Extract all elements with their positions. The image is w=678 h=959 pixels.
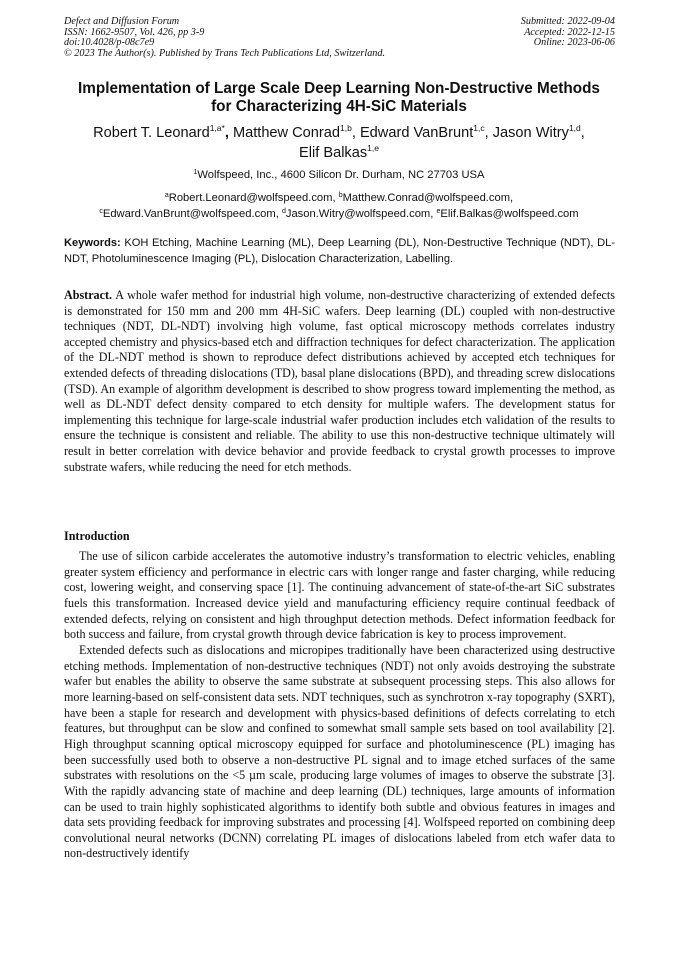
author-sup: 1,d <box>568 123 581 133</box>
title-line-1: Implementation of Large Scale Deep Learning Non-Destructive Methods <box>78 80 600 97</box>
author-name: Matthew Conrad <box>232 125 341 141</box>
author-sep: , <box>484 125 493 141</box>
author-sep: , <box>224 125 233 141</box>
author-name: Robert T. Leonard <box>93 125 210 141</box>
keywords-block <box>64 236 615 267</box>
copyright: © 2023 The Author(s). Published by Trans Tech Publications Ltd, Switzerland. <box>64 47 386 59</box>
introduction-body <box>64 549 615 862</box>
author-sep: , <box>351 125 360 141</box>
journal-name: Defect and Diffusion Forum <box>64 16 180 27</box>
author-name: Edward VanBrunt <box>359 125 474 141</box>
author-name: Jason Witry <box>492 125 569 141</box>
email-b: Matthew.Conrad@wolfspeed.com, <box>342 192 514 204</box>
email-list <box>40 190 638 222</box>
online-date: Online: 2023-06-06 <box>533 37 615 49</box>
author-sup: 1,b <box>340 123 352 133</box>
keywords-label: Keywords: <box>64 237 121 249</box>
email-a: Robert.Leonard@wolfspeed.com, <box>168 192 339 204</box>
doi: doi:10.4028/p-08c7e9 <box>64 37 155 49</box>
email-sup: c <box>99 208 103 215</box>
email-sup: e <box>436 208 441 215</box>
email-sup: b <box>338 192 343 199</box>
keywords-text: KOH Etching, Machine Learning (ML), Deep Learning (DL), Non-Destructive Technique (NDT), DL-NDT, Photoluminescence Imaging (PL), Dislocation Characterization, Labelling. <box>64 237 615 265</box>
author-sup: 1,e <box>367 142 379 153</box>
section-heading: Introduction <box>64 529 130 543</box>
accepted-date: Accepted: 2022-12-15 <box>524 26 615 38</box>
header-right <box>521 17 615 49</box>
paragraph: The use of silicon carbide accelerates the automotive industry’s transformation to electric vehicles, enabling greater system efficiency and performance in electric cars with longer range and faster charging, while reducing cost, lowering weight, and conserving space [1]. The continuing advancement of state-of-the-art SiC substrates fuels this transformation. Increased device yield and manufacturing efficiency require continual feedback of extended defects, relying on consistent and high throughput detection methods. Defect information feedback for both success and failure, from crystal growth through device fabrication is key to process improvement. <box>64 549 615 642</box>
issn: ISSN: 1662-9507, Vol. 426, pp 3-9 <box>64 26 205 38</box>
email-sup: d <box>281 208 286 215</box>
paper-title <box>40 80 638 116</box>
email-e: Elif.Balkas@wolfspeed.com <box>440 208 579 220</box>
author-sup: 1,a* <box>209 123 225 133</box>
title-line-2: for Characterizing 4H-SiC Materials <box>211 98 467 115</box>
header-left <box>64 17 385 59</box>
author-sup: 1,c <box>473 123 485 133</box>
affiliation-text: Wolfspeed, Inc., 4600 Silicon Dr. Durham, NC 27703 USA <box>197 169 485 181</box>
author-list <box>30 124 648 163</box>
paragraph: Extended defects such as dislocations and micropipes traditionally have been characterized using destructive etching methods. Implementation of non-destructive techniques (NDT) not only avoids destroying the substrate wafer but enables the ability to observe the same substrate at subsequent processing steps. This also allows for more learning-based on self-consistent data sets. NDT techniques, such as synchrotron x-ray topography (SXRT), have been a staple for research and development with physics-based definitions of defects correlating to etch features, but throughput can be slow and confined to somewhat small sample sets based on tool availability [2]. High throughput scanning optical microscopy equipped for surface and photoluminescence (PL) imaging has been successfully used both to observe a non-destructive PL signal and to image etched surfaces of the same substrates with resolutions on the <5 µm scale, producing large volumes of images to observe the substrate [3]. With the rapidly advancing state of machine and deep learning (DL) techniques, large amounts of information can be used to train highly sophisticated algorithms to identify both subtle and obvious features in images and data sets providing feedback for improving substrates and processing [4]. Wolfspeed reported on combining deep convolutional neural networks (DCNN) correlating PL images of dislocations labeled from etch wafer data to non-destructively identify <box>64 642 615 861</box>
email-sup: a <box>164 192 169 199</box>
submitted-date: Submitted: 2022-09-04 <box>520 16 615 27</box>
affiliation <box>40 169 638 181</box>
affiliation-sup: 1 <box>193 169 198 176</box>
author-name: Elif Balkas <box>299 144 368 161</box>
author-sep: , <box>580 125 585 141</box>
abstract-label: Abstract. <box>64 288 113 302</box>
abstract-block <box>64 288 615 475</box>
email-d: Jason.Witry@wolfspeed.com, <box>285 208 437 220</box>
abstract-text: A whole wafer method for industrial high volume, non-destructive characterizing of extended defects is demonstrated for 150 mm and 200 mm 4H-SiC wafers. Deep learning (DL) coupled with non-destructive techniques (NDT, DL-NDT) involving high volume, fast optical microscopy methods correlates industry accepted chemistry and physics-based etch and diffraction techniques for defect characterization. The application of the DL-NDT method is shown to reproduce defect distributions achieved by accepted etch techniques for extended defects of threading dislocations (TD), basal plane dislocations (BPD), and threading screw dislocations (TSD). An example of algorithm development is described to show progress toward implementing the method, as well as DL-NDT defect density compared to etch density for multiple wafers. The development status for implementing this technique for large-scale industrial wafer production includes etch validation of the results to ensure the technique is consistent and reliable. The ability to use this non-destructive technique ultimately will result in better correlation with device behavior and provide feedback to crystal growth processes to improve substrate wafers, while reducing the need for etch methods. <box>64 288 615 474</box>
email-c: Edward.VanBrunt@wolfspeed.com, <box>102 208 282 220</box>
